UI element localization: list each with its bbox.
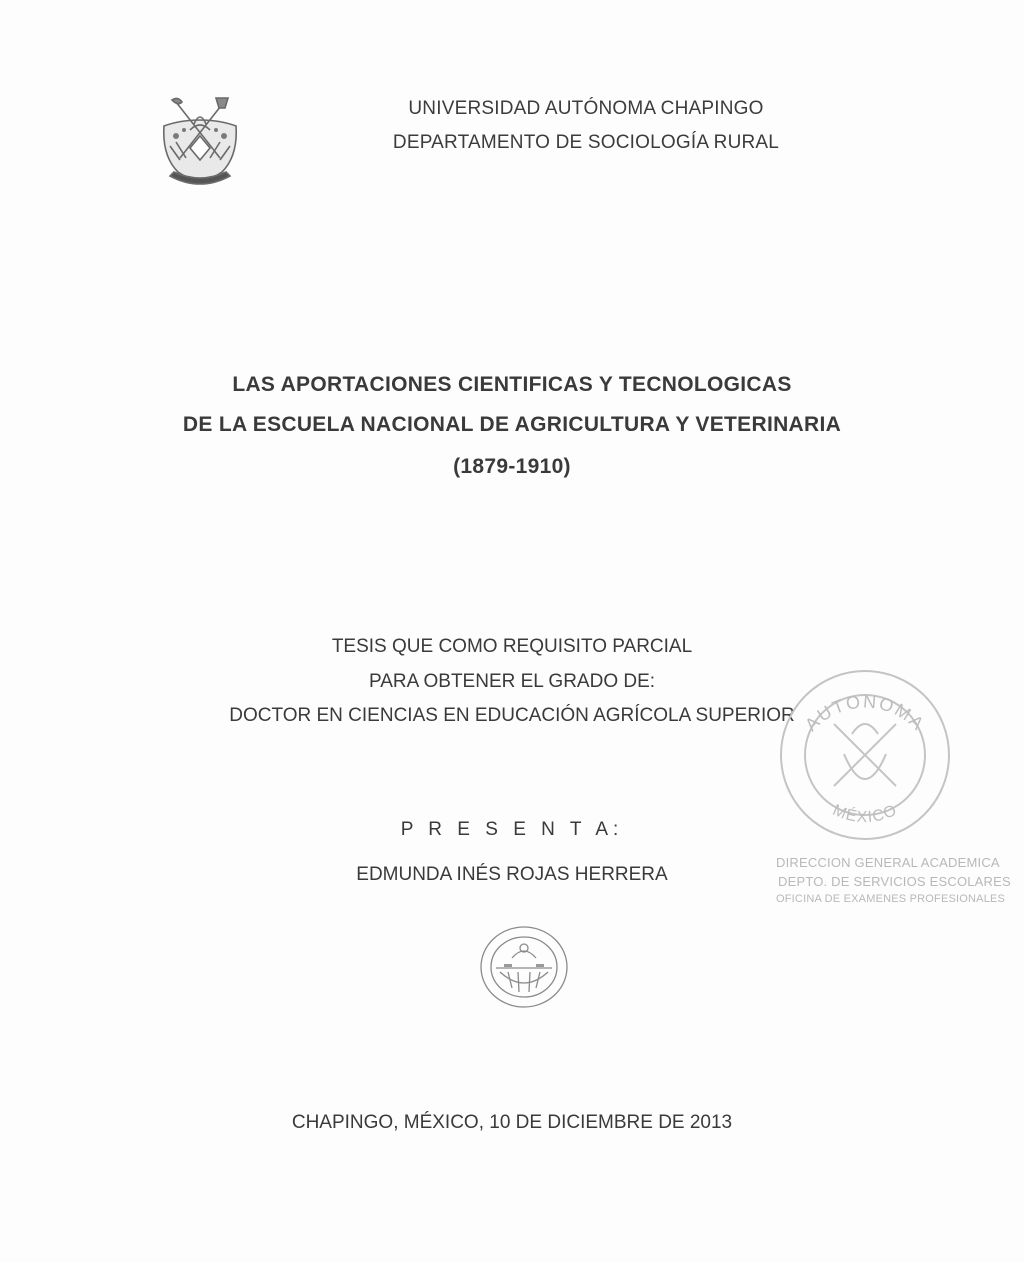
thesis-title-line-1: LAS APORTACIONES CIENTIFICAS Y TECNOLOGICAS — [232, 373, 792, 396]
stamp-ring-text: AUTONOMA — [801, 691, 929, 735]
department-name: DEPARTAMENTO DE SOCIOLOGÍA RURAL — [392, 132, 780, 153]
svg-text:AUTONOMA — [801, 691, 929, 735]
department-seal-icon — [478, 924, 570, 1010]
university-stamp-icon — [774, 664, 956, 846]
thesis-requirement-line-2: PARA OBTENER EL GRADO DE: — [368, 671, 656, 692]
thesis-title-line-2: DE LA ESCUELA NACIONAL DE AGRICULTURA Y VETERINARIA — [182, 413, 842, 436]
thesis-title-years: (1879-1910) — [453, 455, 571, 478]
presenta-label: P R E S E N T A: — [400, 819, 624, 840]
place-and-date: CHAPINGO, MÉXICO, 10 DE DICIEMBRE DE 2013 — [291, 1112, 733, 1133]
stamp-line-3: OFICINA DE EXAMENES PROFESIONALES — [776, 893, 1006, 905]
stamp-line-1: DIRECCION GENERAL ACADEMICA — [776, 855, 1000, 870]
stamp-bottom-text: MÉXICO — [830, 801, 900, 827]
degree-name: DOCTOR EN CIENCIAS EN EDUCACIÓN AGRÍCOLA SUPERIOR — [229, 705, 795, 726]
thesis-requirement-line-1: TESIS QUE COMO REQUISITO PARCIAL — [331, 636, 693, 657]
svg-text:MÉXICO — [830, 802, 900, 826]
stamp-line-2: DEPTO. DE SERVICIOS ESCOLARES — [778, 874, 1011, 889]
author-name: EDMUNDA INÉS ROJAS HERRERA — [356, 864, 668, 885]
university-name: UNIVERSIDAD AUTÓNOMA CHAPINGO — [408, 98, 764, 119]
